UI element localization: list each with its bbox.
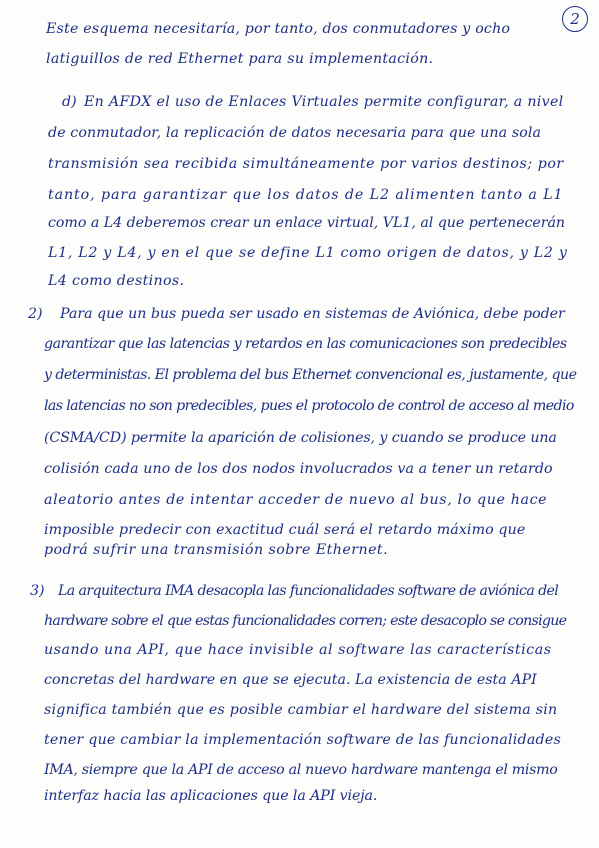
item-3-line: usando una API, que hace invisible al software las características bbox=[44, 642, 552, 658]
item-d-line: transmisión sea recibida simultáneamente por varios destinos; por bbox=[48, 156, 564, 172]
item-d-line: L4 como destinos. bbox=[48, 273, 185, 289]
item-3-line: significa también que es posible cambiar el hardware del sistema sin bbox=[44, 702, 558, 718]
item-2-line: (CSMA/CD) permite la aparición de colisiones, y cuando se produce una bbox=[44, 430, 557, 446]
item-2-line: garantizar que las latencias y retardos en las comunicaciones son predecibles bbox=[44, 336, 567, 352]
item-2-line: imposible predecir con exactitud cuál será el retardo máximo que bbox=[44, 522, 526, 538]
item-2-line: podrá sufrir una transmisión sobre Ethernet. bbox=[44, 542, 389, 558]
item-3-line: concretas del hardware en que se ejecuta. La existencia de esta API bbox=[44, 672, 537, 688]
item-2-line: las latencias no son predecibles, pues el protocolo de control de acceso al medio bbox=[44, 398, 574, 414]
item-d-line: de conmutador, la replicación de datos necesaria para que una sola bbox=[48, 125, 542, 141]
intro-line: latiguillos de red Ethernet para su implementación. bbox=[46, 51, 434, 67]
item-d-line: como a L4 deberemos crear un enlace virtual, VL1, al que pertenecerán bbox=[48, 215, 566, 231]
item-3-marker: 3) bbox=[30, 583, 45, 599]
item-3-line: interfaz hacia las aplicaciones que la API vieja. bbox=[44, 788, 378, 804]
item-2-line: aleatorio antes de intentar acceder de nuevo al bus, lo que hace bbox=[44, 492, 548, 508]
item-2-line: colisión cada uno de los dos nodos involucrados va a tener un retardo bbox=[44, 461, 553, 477]
page-number: 2 bbox=[562, 6, 588, 32]
item-3-line: tener que cambiar la implementación software de las funcionalidades bbox=[44, 732, 561, 748]
item-3-line: La arquitectura IMA desacopla las funcionalidades software de aviónica del bbox=[58, 583, 559, 599]
item-3-line: IMA, siempre que la API de acceso al nuevo hardware mantenga el mismo bbox=[44, 762, 558, 778]
item-d-line: En AFDX el uso de Enlaces Virtuales permite configurar, a nivel bbox=[84, 94, 564, 110]
intro-line: Este esquema necesitaría, por tanto, dos conmutadores y ocho bbox=[46, 21, 511, 37]
item-2-line: y deterministas. El problema del bus Ethernet convencional es, justamente, que bbox=[44, 367, 577, 383]
item-d-marker: d) bbox=[62, 94, 77, 110]
item-d-line: L1, L2 y L4, y en el que se define L1 como origen de datos, y L2 y bbox=[48, 245, 568, 261]
item-2-marker: 2) bbox=[28, 306, 43, 322]
item-2-line: Para que un bus pueda ser usado en sistemas de Aviónica, debe poder bbox=[60, 306, 565, 322]
item-3-line: hardware sobre el que estas funcionalidades corren; este desacoplo se consigue bbox=[44, 613, 567, 629]
item-d-line: tanto, para garantizar que los datos de L2 alimenten tanto a L1 bbox=[48, 187, 564, 203]
